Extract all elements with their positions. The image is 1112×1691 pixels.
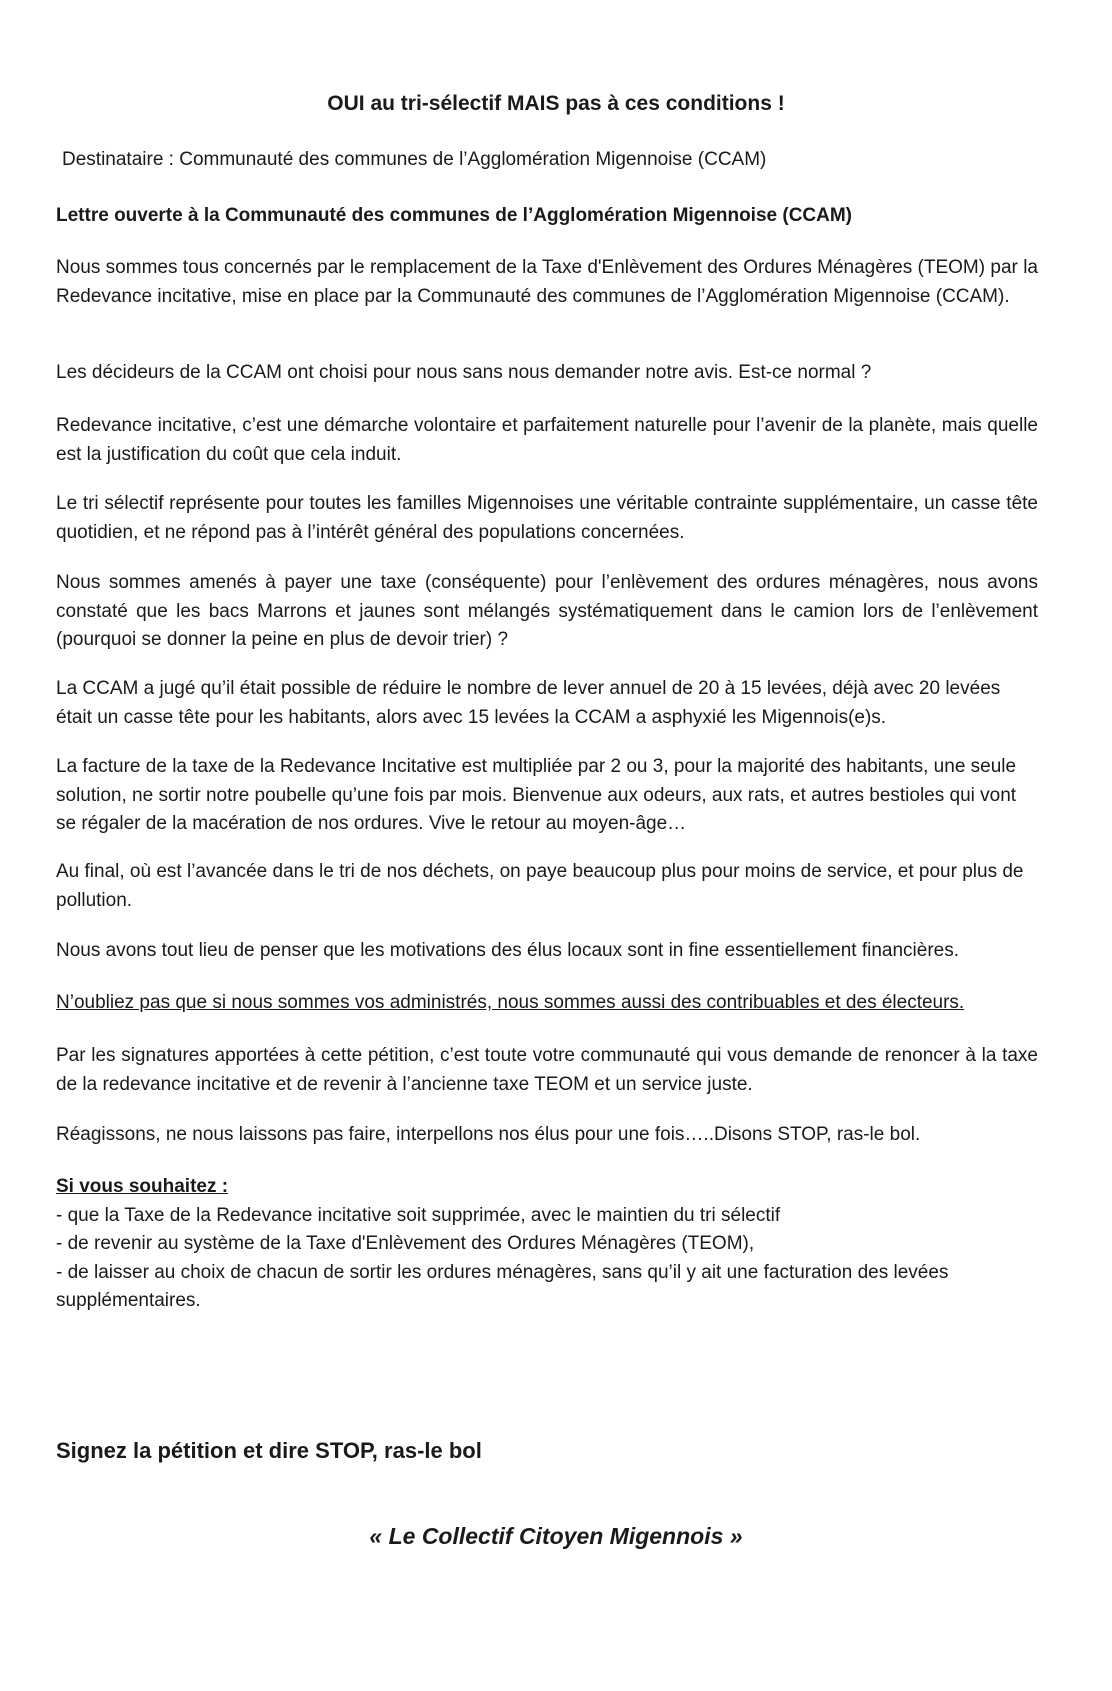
paragraph-2: Les décideurs de la CCAM ont choisi pour nous sans nous demander notre avis. Est-ce normal ? (56, 362, 872, 383)
wishes-section (56, 1173, 1038, 1316)
paragraph-4: Le tri sélectif représente pour toutes les familles Migennoises une véritable contrainte supplémentaire, un casse tête quotidien, et ne répond pas à l’intérêt général des populations concernées. (56, 493, 1038, 543)
wishes-heading: Si vous souhaitez : (56, 1176, 229, 1197)
paragraph-7: La facture de la taxe de la Redevance Incitative est multipliée par 2 ou 3, pour la majorité des habitants, une seule solution, ne sortir notre poubelle qu’une fois par mois. Bienvenue aux odeurs, aux rats, et autres bestioles qui vont se régaler de la macération de nos ordures. Vive le retour au moyen-âge… (56, 756, 1017, 834)
wish-item: - que la Taxe de la Redevance incitative soit supprimée, avec le maintien du tri sélectif (56, 1204, 781, 1226)
wish-item: - de laisser au choix de chacun de sortir les ordures ménagères, sans qu’il y ait une facturation des levées supplémentaires. (56, 1261, 949, 1311)
paragraph-3: Redevance incitative, c’est une démarche volontaire et parfaitement naturelle pour l’avenir de la planète, mais quelle est la justification du coût que cela induit. (56, 415, 1038, 465)
petition-paragraph: Par les signatures apportées à cette pétition, c’est toute votre communauté qui vous demande de renoncer à la taxe de la redevance incitative et de revenir à l’ancienne taxe TEOM et un service juste. (56, 1045, 1038, 1095)
final-call-to-action: Signez la pétition et dire STOP, ras-le bol (56, 1438, 482, 1463)
paragraph-1: Nous sommes tous concernés par le remplacement de la Taxe d'Enlèvement des Ordures Ménagères (TEOM) par la Redevance incitative, mise en place par la Communauté des communes de l’Agglomération Migennoise (CCAM). (56, 257, 1038, 307)
paragraph-6: La CCAM a jugé qu’il était possible de réduire le nombre de lever annuel de 20 à 15 levées, déjà avec 20 levées était un casse tête pour les habitants, alors avec 15 levées la CCAM a asphyxié les Migennois(e)s. (56, 678, 1001, 728)
paragraph-8: Au final, où est l’avancée dans le tri de nos déchets, on paye beaucoup plus pour moins de service, et pour plus de pollution. (56, 861, 1024, 911)
document-title: OUI au tri-sélectif MAIS pas à ces conditions ! (327, 92, 785, 115)
recipient-line: Destinataire : Communauté des communes de l’Agglomération Migennoise (CCAM) (62, 149, 767, 170)
paragraph-5: Nous sommes amenés à payer une taxe (conséquente) pour l’enlèvement des ordures ménagères, nous avons constaté que les bacs Marrons et jaunes sont mélangés systématiquement dans le camion lors de l’enlèvement (pourquoi se donner la peine en plus de devoir trier) ? (56, 572, 1038, 650)
underlined-statement: N’oubliez pas que si nous sommes vos administrés, nous sommes aussi des contribuables et des électeurs. (56, 992, 965, 1013)
paragraph-9: Nous avons tout lieu de penser que les motivations des élus locaux sont in fine essentiellement financières. (56, 940, 960, 961)
signature: « Le Collectif Citoyen Migennois » (369, 1523, 743, 1549)
wishes-list (56, 1202, 1038, 1316)
wish-item: - de revenir au système de la Taxe d'Enlèvement des Ordures Ménagères (TEOM), (56, 1233, 755, 1254)
call-to-action: Réagissons, ne nous laissons pas faire, interpellons nos élus pour une fois…..Disons STOP, ras-le bol. (56, 1124, 921, 1145)
letter-heading: Lettre ouverte à la Communauté des communes de l’Agglomération Migennoise (CCAM) (56, 205, 853, 226)
